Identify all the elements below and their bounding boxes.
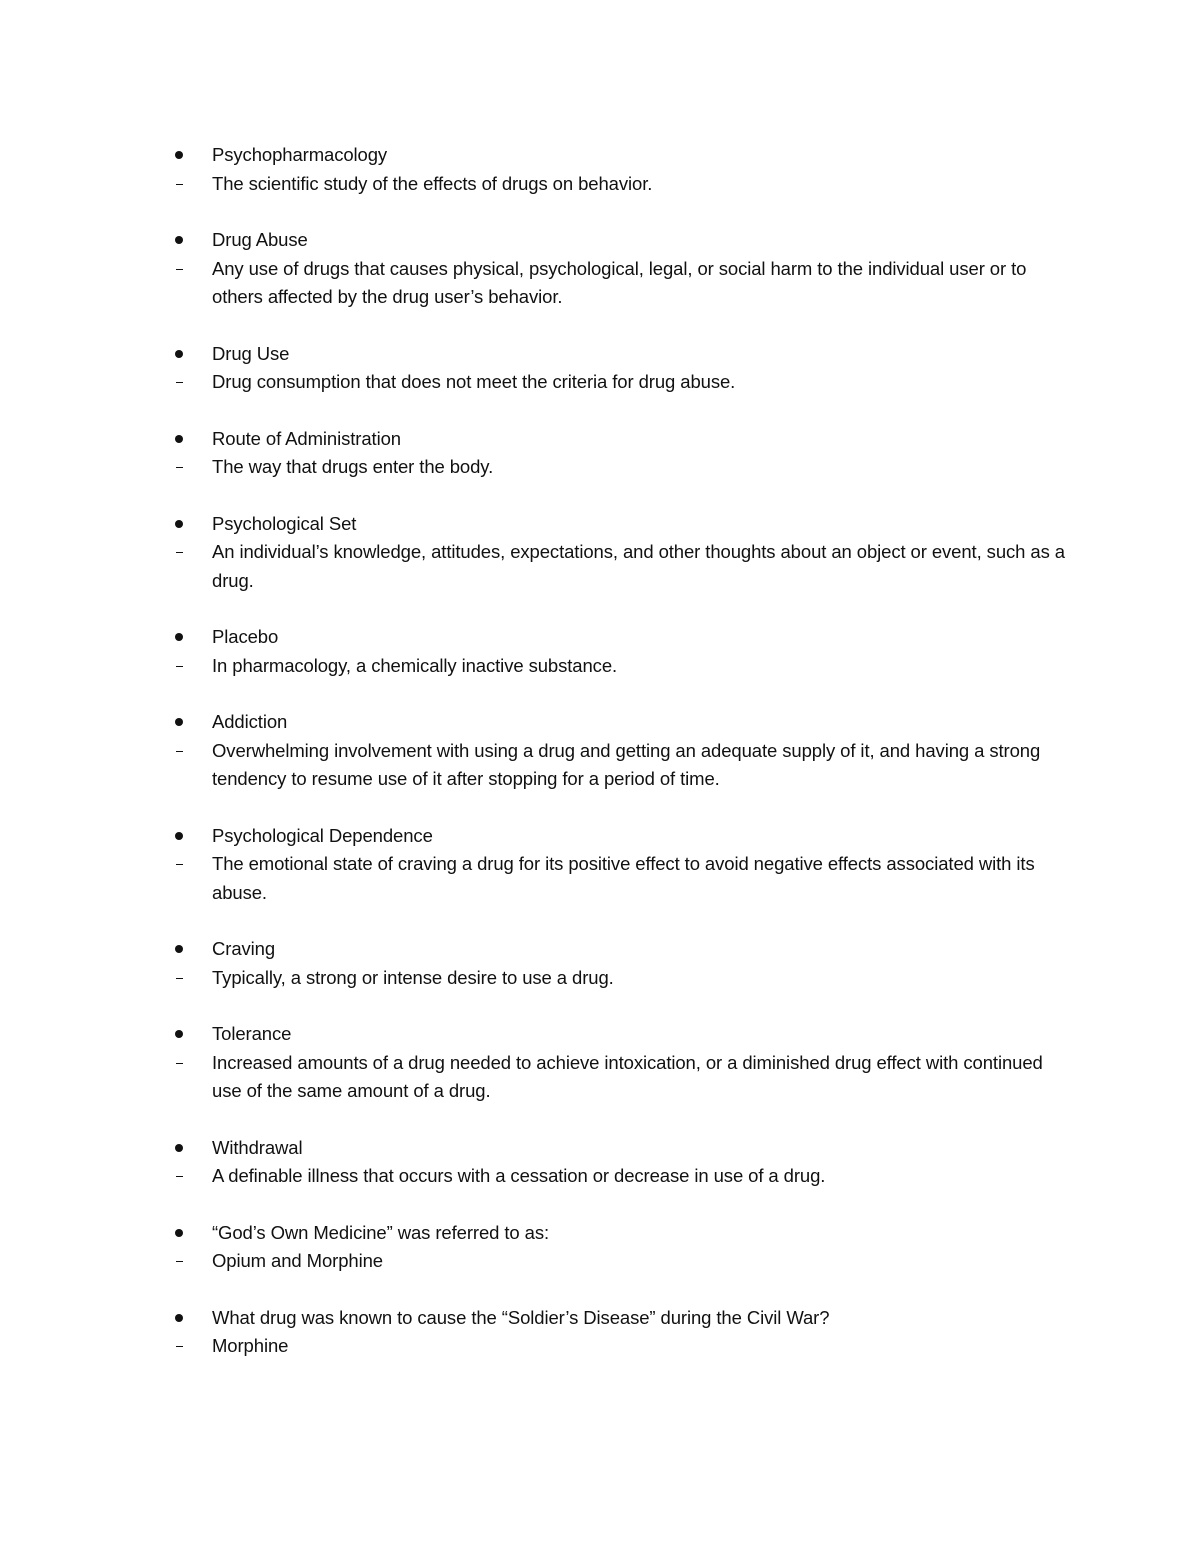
glossary-entry [172,1020,1072,1106]
definition-row [172,1162,1072,1191]
bullet-icon [172,510,212,539]
definition-row [172,453,1072,482]
dash-icon [172,453,212,482]
bullet-icon [172,935,212,964]
bullet-icon [172,1219,212,1248]
glossary-entry [172,1219,1072,1276]
term-text: Tolerance [212,1023,292,1044]
glossary-entry [172,822,1072,908]
answer-text: Opium and Morphine [212,1250,383,1271]
dash-icon [172,1162,212,1191]
bullet-icon [172,708,212,737]
definition-row [172,652,1072,681]
definition-row [172,170,1072,199]
definition-text: Increased amounts of a drug needed to achieve intoxication, or a diminished drug effect with continued use of the same amount of a drug. [212,1051,1043,1101]
dash-icon [172,255,212,284]
term-text: Placebo [212,626,279,647]
dash-icon [172,652,212,681]
question-text: What drug was known to cause the “Soldier’s Disease” during the Civil War? [212,1306,830,1328]
definition-text: Drug consumption that does not meet the criteria for drug abuse. [212,371,736,392]
glossary-entry [172,623,1072,680]
definition-row [172,737,1072,794]
term-text: Withdrawal [212,1136,303,1158]
term-text: Drug Abuse [212,229,308,250]
dash-icon [172,368,212,397]
definition-text: An individual’s knowledge, attitudes, expectations, and other thoughts about an object or event, such as a drug. [212,541,1065,591]
dash-icon [172,737,212,766]
term-text: Craving [212,938,276,959]
dash-icon [172,850,212,879]
dash-icon [172,170,212,199]
term-row [172,425,1072,454]
term-row [172,1134,1072,1163]
term-row [172,226,1072,255]
bullet-icon [172,425,212,454]
definition-text: In pharmacology, a chemically inactive substance. [212,654,618,676]
question-row [172,1219,1072,1248]
glossary-entry [172,141,1072,198]
definition-text: A definable illness that occurs with a cessation or decrease in use of a drug. [212,1165,826,1186]
definition-row [172,850,1072,907]
bullet-icon [172,226,212,255]
bullet-icon [172,340,212,369]
term-row [172,340,1072,369]
term-text: Addiction [212,711,288,732]
definition-text: Overwhelming involvement with using a drug and getting an adequate supply of it, and having a strong tendency to resume use of it after stopping for a period of time. [212,739,1041,789]
glossary-entry [172,708,1072,794]
answer-text: Morphine [212,1335,289,1356]
glossary-entry [172,510,1072,596]
definition-row [172,538,1072,595]
term-text: Psychological Set [212,512,357,534]
glossary-entry [172,1134,1072,1191]
term-row [172,623,1072,652]
answer-row [172,1332,1072,1361]
bullet-icon [172,1020,212,1049]
glossary-entry [172,340,1072,397]
dash-icon [172,964,212,993]
dash-icon [172,1247,212,1276]
dash-icon [172,1332,212,1361]
question-text: “God’s Own Medicine” was referred to as: [212,1221,550,1243]
definition-row [172,1049,1072,1106]
term-text: Drug Use [212,342,290,364]
answer-row [172,1247,1072,1276]
definition-text: Any use of drugs that causes physical, psychological, legal, or social harm to the individual user or to others affected by the drug user’s behavior. [212,257,1027,307]
term-text: Psychopharmacology [212,144,388,165]
definition-row [172,255,1072,312]
term-row [172,1020,1072,1049]
definition-text: Typically, a strong or intense desire to use a drug. [212,966,614,988]
bullet-icon [172,1134,212,1163]
glossary-list [172,141,1072,1389]
term-row [172,141,1072,170]
bullet-icon [172,822,212,851]
definition-text: The scientific study of the effects of drugs on behavior. [212,172,653,194]
definition-row [172,368,1072,397]
definition-text: The way that drugs enter the body. [212,456,494,477]
glossary-entry [172,425,1072,482]
definition-row [172,964,1072,993]
question-row [172,1304,1072,1333]
bullet-icon [172,141,212,170]
term-row [172,935,1072,964]
bullet-icon [172,1304,212,1333]
bullet-icon [172,623,212,652]
term-text: Psychological Dependence [212,824,433,846]
term-text: Route of Administration [212,427,401,449]
glossary-entry [172,1304,1072,1361]
dash-icon [172,538,212,567]
glossary-entry [172,226,1072,312]
glossary-entry [172,935,1072,992]
term-row [172,822,1072,851]
term-row [172,510,1072,539]
term-row [172,708,1072,737]
definition-text: The emotional state of craving a drug for its positive effect to avoid negative effects associated with its abuse. [212,853,1035,903]
dash-icon [172,1049,212,1078]
